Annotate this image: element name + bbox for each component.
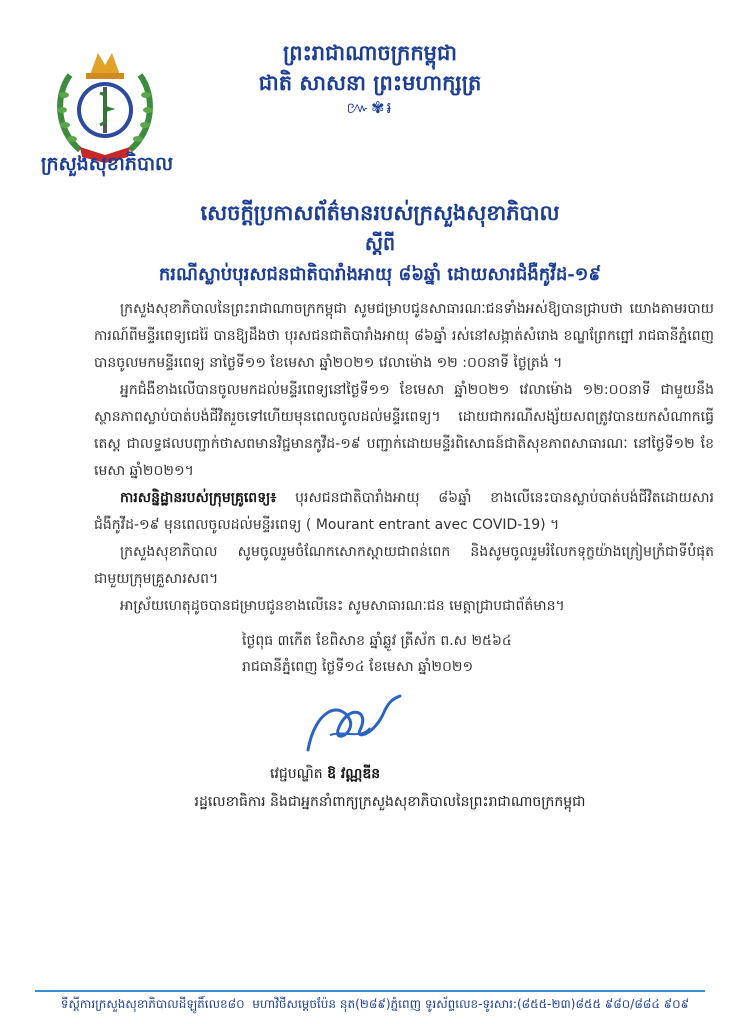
body-paragraph-1: ក្រសួងសុខាភិបាលនៃព្រះរាជាណាចក្រកម្ពុជា សូមជម្រាបជូនសាធារណៈជនទាំងអស់ឱ្យបានជ្រាបថា យោងតាមរបាយការណ៍ពីមន្ទីរពេទ្យជេរ៉ៃ បានឱ្យដឹងថា បុរសជនជាតិបារាំងអាយុ ៨៦ឆ្នាំ រស់នៅសង្កាត់សំរោង ខណ្ឌព្រែកព្នៅ រាជធានីភ្នំពេញ បានចូលមកមន្ទីរពេទ្យ នាថ្ងៃទី១១ ខែមេសា ឆ្នាំ២០២១ វេលាម៉ោង ១២ :០០នាទី ថ្ងៃត្រង់ ។ [94, 301, 714, 371]
announcement-subtitle: ស្តីពី [364, 233, 396, 255]
conclusion-text: បុរសជនជាតិបារាំងអាយុ ៨៦ឆ្នាំ ខាងលើនេះបានស្លាប់បាត់បង់ជីវិតដោយសារជំងឺកូវីដ-១៩ មុនពេលចូលដល់មន្ទីរពេទ្យ ( Mourant entrant avec COVID-19) ។ [94, 490, 714, 533]
body-paragraph-2: អ្នកជំងឺខាងលើបានចូលមកដល់មន្ទីរពេទ្យនៅថ្ងៃទី១១ ខែមេសា ឆ្នាំ២០២១ វេលាម៉ោង ១២:០០នាទី ជាមួយនឹងស្ថានភាពស្លាប់បាត់បង់ជីវិតរួចទៅហើយមុនពេលចូលដល់មន្ទីរពេទ្យ។ ដោយជាករណីសង្ស័យសពត្រូវបានយកសំណាកធ្វើតេស្ត ជាលទ្ធផលបញ្ជាក់ថាសពមានវិជ្ជមានកូវីដ-១៩ បញ្ជាក់ដោយមន្ទីរពិសោធន៍ជាតិសុខភាពសាធារណៈ នៅថ្ងៃទី១២ ខែមេសា ឆ្នាំ២០២១។ [94, 382, 714, 479]
announcement-title: សេចក្តីប្រកាសព័ត៌មានរបស់ក្រសួងសុខាភិបាល [200, 200, 560, 225]
body-paragraph-5: អាស្រ័យហេតុដូចបានជម្រាបជូនខាងលើនេះ សូមសាធារណៈជន មេត្តាជ្រាបជាព័ត៌មាន។ [120, 598, 565, 614]
ministry-of-health-emblem-icon [50, 45, 160, 163]
footer-divider [35, 990, 705, 992]
conclusion-heading: ការសន្និដ្ឋានរបស់ក្រុមគ្រូពេទ្យ៖ [120, 490, 277, 506]
body-paragraph-3 [94, 485, 714, 539]
ornament-divider: ៚✾៛ [346, 98, 394, 117]
signer-title: រដ្ឋលេខាធិការ និងជាអ្នកនាំពាក្យក្រសួងសុខាភិបាលនៃព្រះរាជាណាចក្រកម្ពុជា [194, 794, 586, 810]
signer-fullname: ឱ វណ្ណឌីន [327, 766, 381, 782]
body-paragraph-4: ក្រសួងសុខាភិបាល សូមចូលរួមចំណែកសោកស្តាយជាពន់ពេក និងសូមចូលរួមរំលែកទុក្ខយ៉ាងក្រៀមក្រំជាទីបំផុតជាមួយក្រុមគ្រួសារសព។ [94, 544, 714, 587]
signer-name [270, 764, 570, 785]
kingdom-title: ព្រះរាជាណាចក្រកម្ពុជា [282, 40, 457, 65]
national-motto: ជាតិ សាសនា ព្រះមហាក្សត្រ [258, 70, 482, 95]
solar-date: រាជធានីភ្នំពេញ ថ្ងៃទី១៤ ខែមេសា ឆ្នាំ២០២១ [242, 659, 474, 675]
footer-address: ទីស្តីការក្រសួងសុខាភិបាលដីឡូតិ៍លេខ៨០ ​​ មហាវិថីសម្តេចប៉ែន នុត(២៨៩)ភ្នំពេញ ទូរស័ព្ទលេខ-ទូរសារ:(៨៥៥-២៣)៨៥៥ ៩៨០/៨៨៤ ៩០៩ [60, 997, 690, 1011]
lunar-date: ថ្ងៃពុធ ៣កើត ខែពិសាខ ឆ្នាំឆ្លូវ ត្រីស័ក ព.ស ២៥៦៤ [242, 633, 512, 649]
signature-mark [300, 690, 410, 760]
signer-rank: វេជ្ជបណ្ឌិត [270, 766, 328, 782]
announcement-body [94, 296, 714, 620]
ministry-name: ក្រសួងសុខាភិបាល [40, 153, 174, 175]
announcement-topic: ករណីស្លាប់បុរសជនជាតិបារាំងអាយុ ៨៦ឆ្នាំ ដោយសារជំងឺកូវីដ-១៩ [158, 264, 602, 285]
